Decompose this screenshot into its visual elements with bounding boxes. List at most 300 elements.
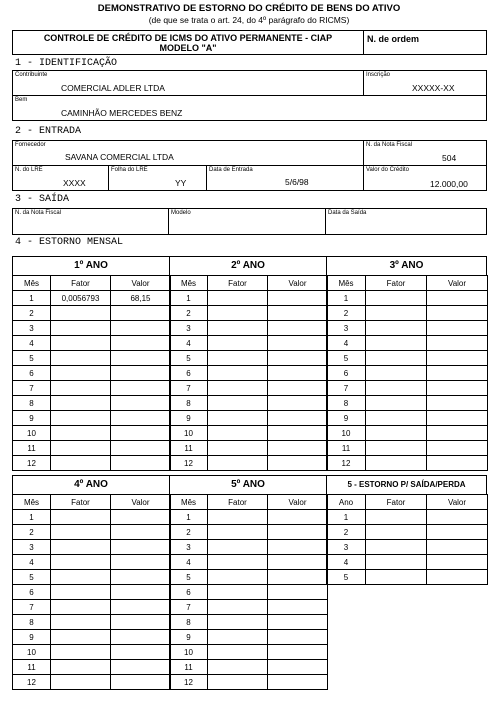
table-row bbox=[170, 510, 328, 525]
nota-fiscal-entrada-value: 504 bbox=[442, 153, 457, 163]
table-row bbox=[327, 540, 488, 555]
valor-cell[interactable] bbox=[268, 510, 328, 525]
fator-cell[interactable] bbox=[208, 540, 268, 555]
inscricao-value: XXXXX-XX bbox=[412, 83, 455, 93]
table-row bbox=[170, 411, 328, 426]
fator-cell[interactable] bbox=[51, 351, 111, 366]
fator-cell[interactable] bbox=[51, 540, 111, 555]
contribuinte-field[interactable] bbox=[12, 70, 364, 96]
month-cell: 12 bbox=[327, 456, 366, 471]
table-row bbox=[13, 600, 171, 615]
folha-lre-field[interactable] bbox=[108, 165, 207, 191]
month-cell: 5 bbox=[13, 570, 51, 585]
table-row bbox=[170, 381, 328, 396]
valor-column-header: Valor bbox=[268, 495, 328, 510]
month-cell: 9 bbox=[170, 411, 208, 426]
estorno-table-year-4 bbox=[12, 494, 171, 690]
fator-cell[interactable] bbox=[208, 645, 268, 660]
valor-cell[interactable] bbox=[268, 351, 328, 366]
valor-cell[interactable] bbox=[427, 321, 488, 336]
valor-cell[interactable] bbox=[111, 660, 171, 675]
nota-fiscal-saida-field[interactable] bbox=[12, 208, 169, 235]
valor-cell[interactable] bbox=[268, 441, 328, 456]
fator-cell[interactable] bbox=[366, 426, 427, 441]
fator-cell[interactable] bbox=[366, 381, 427, 396]
valor-cell[interactable] bbox=[111, 630, 171, 645]
contribuinte-value: COMERCIAL ADLER LTDA bbox=[61, 83, 165, 93]
inscricao-label: Inscrição bbox=[366, 72, 391, 78]
month-cell: 4 bbox=[170, 555, 208, 570]
fator-column-header: Fator bbox=[366, 495, 427, 510]
valor-cell[interactable] bbox=[111, 525, 171, 540]
valor-cell[interactable] bbox=[111, 570, 171, 585]
table-row bbox=[13, 630, 171, 645]
data-entrada-value: 5/6/98 bbox=[285, 177, 309, 187]
nota-fiscal-saida-label: N. da Nota Fiscal bbox=[15, 210, 62, 216]
valor-cell[interactable] bbox=[427, 456, 488, 471]
month-cell: 6 bbox=[13, 366, 51, 381]
fator-column-header: Fator bbox=[51, 495, 111, 510]
fator-cell[interactable] bbox=[208, 615, 268, 630]
fator-cell[interactable] bbox=[366, 291, 427, 306]
year-header-2: 2º ANO bbox=[169, 256, 327, 276]
valor-cell[interactable] bbox=[111, 336, 171, 351]
fator-cell[interactable] bbox=[51, 321, 111, 336]
nota-fiscal-entrada-field[interactable] bbox=[363, 140, 487, 166]
table-row bbox=[13, 525, 171, 540]
year-header-5: 5º ANO bbox=[169, 475, 327, 495]
valor-cell[interactable] bbox=[111, 600, 171, 615]
valor-cell[interactable] bbox=[427, 396, 488, 411]
valor-cell[interactable] bbox=[268, 366, 328, 381]
table-row bbox=[170, 456, 328, 471]
table-row bbox=[327, 411, 488, 426]
month-column-header: Mês bbox=[13, 276, 51, 291]
folha-lre-label: Folha do LRE bbox=[111, 167, 148, 173]
month-cell: 7 bbox=[327, 381, 366, 396]
table-row bbox=[13, 381, 171, 396]
table-row bbox=[170, 555, 328, 570]
month-cell: 1 bbox=[13, 510, 51, 525]
table-row bbox=[327, 381, 488, 396]
lre-value: XXXX bbox=[63, 178, 86, 188]
table-row bbox=[13, 540, 171, 555]
fator-cell[interactable] bbox=[51, 396, 111, 411]
table-row bbox=[327, 510, 488, 525]
year-header-4: 4º ANO bbox=[12, 475, 170, 495]
estorno-table-year-2 bbox=[169, 275, 328, 471]
month-cell: 4 bbox=[170, 336, 208, 351]
month-cell: 8 bbox=[170, 615, 208, 630]
table-row bbox=[170, 336, 328, 351]
month-cell: 9 bbox=[327, 411, 366, 426]
valor-column-header: Valor bbox=[111, 276, 171, 291]
table-row bbox=[13, 351, 171, 366]
month-cell: 7 bbox=[13, 600, 51, 615]
month-cell: 4 bbox=[13, 336, 51, 351]
table-row bbox=[327, 426, 488, 441]
valor-cell[interactable] bbox=[268, 675, 328, 690]
table-row bbox=[13, 291, 171, 306]
table-row bbox=[170, 291, 328, 306]
fator-cell[interactable] bbox=[51, 600, 111, 615]
fator-cell[interactable] bbox=[51, 645, 111, 660]
fator-cell[interactable] bbox=[366, 540, 427, 555]
table-row bbox=[327, 570, 488, 585]
table-row bbox=[327, 525, 488, 540]
fator-cell[interactable] bbox=[366, 351, 427, 366]
fator-cell[interactable] bbox=[208, 660, 268, 675]
month-cell: 2 bbox=[327, 306, 366, 321]
valor-cell[interactable] bbox=[111, 645, 171, 660]
bem-value: CAMINHÃO MERCEDES BENZ bbox=[61, 108, 183, 118]
fator-cell[interactable] bbox=[208, 630, 268, 645]
table-row bbox=[327, 441, 488, 456]
data-saida-label: Data da Saída bbox=[328, 210, 367, 216]
fator-cell[interactable] bbox=[51, 660, 111, 675]
valor-cell[interactable] bbox=[111, 411, 171, 426]
fator-cell[interactable] bbox=[51, 336, 111, 351]
valor-cell[interactable] bbox=[427, 540, 488, 555]
fator-cell[interactable] bbox=[208, 381, 268, 396]
fator-cell[interactable] bbox=[208, 600, 268, 615]
valor-cell[interactable] bbox=[268, 456, 328, 471]
fator-cell[interactable] bbox=[366, 306, 427, 321]
valor-cell[interactable] bbox=[427, 366, 488, 381]
month-cell: 12 bbox=[170, 675, 208, 690]
fator-cell[interactable] bbox=[208, 555, 268, 570]
fator-cell[interactable] bbox=[366, 555, 427, 570]
table-row bbox=[327, 336, 488, 351]
fator-cell[interactable] bbox=[51, 615, 111, 630]
valor-cell[interactable] bbox=[427, 411, 488, 426]
table-row bbox=[13, 396, 171, 411]
month-cell: 6 bbox=[13, 585, 51, 600]
valor-cell[interactable] bbox=[111, 351, 171, 366]
month-cell: 12 bbox=[13, 675, 51, 690]
fator-column-header: Fator bbox=[51, 276, 111, 291]
control-title-box bbox=[12, 30, 364, 55]
valor-cell[interactable] bbox=[427, 426, 488, 441]
valor-cell[interactable] bbox=[268, 630, 328, 645]
valor-column-header: Valor bbox=[427, 495, 488, 510]
month-cell: 10 bbox=[170, 426, 208, 441]
fator-cell[interactable] bbox=[366, 525, 427, 540]
valor-cell[interactable] bbox=[268, 585, 328, 600]
valor-cell[interactable] bbox=[268, 426, 328, 441]
valor-column-header: Valor bbox=[111, 495, 171, 510]
fator-cell[interactable] bbox=[208, 441, 268, 456]
lre-label: N. do LRE bbox=[15, 167, 43, 173]
month-cell: 2 bbox=[170, 525, 208, 540]
fator-cell[interactable] bbox=[208, 525, 268, 540]
valor-cell[interactable] bbox=[268, 321, 328, 336]
valor-cell[interactable] bbox=[111, 615, 171, 630]
table-row bbox=[170, 351, 328, 366]
table-row bbox=[170, 600, 328, 615]
month-column-header: Mês bbox=[13, 495, 51, 510]
fator-cell[interactable] bbox=[51, 381, 111, 396]
table-row bbox=[327, 366, 488, 381]
month-cell: 11 bbox=[170, 660, 208, 675]
table-row bbox=[13, 411, 171, 426]
fator-cell[interactable] bbox=[366, 321, 427, 336]
table-row bbox=[327, 555, 488, 570]
valor-cell[interactable] bbox=[268, 570, 328, 585]
valor-cell[interactable] bbox=[268, 306, 328, 321]
ano-cell: 3 bbox=[327, 540, 366, 555]
valor-cell[interactable] bbox=[111, 441, 171, 456]
order-number-label: N. de ordem bbox=[367, 34, 420, 44]
valor-cell[interactable] bbox=[427, 381, 488, 396]
fator-cell[interactable] bbox=[51, 366, 111, 381]
month-cell: 6 bbox=[170, 585, 208, 600]
fator-cell[interactable] bbox=[366, 336, 427, 351]
table-row bbox=[170, 426, 328, 441]
fator-cell[interactable] bbox=[208, 411, 268, 426]
nota-fiscal-entrada-label: N. da Nota Fiscal bbox=[366, 142, 413, 148]
section-entrada: 2 - ENTRADA bbox=[15, 126, 82, 137]
fator-cell[interactable] bbox=[208, 336, 268, 351]
inscricao-field[interactable] bbox=[363, 70, 487, 96]
valor-credito-value: 12.000,00 bbox=[430, 179, 468, 189]
fator-cell[interactable] bbox=[366, 366, 427, 381]
valor-cell[interactable] bbox=[268, 600, 328, 615]
month-cell: 7 bbox=[13, 381, 51, 396]
fator-cell[interactable] bbox=[51, 411, 111, 426]
valor-cell[interactable] bbox=[111, 675, 171, 690]
month-cell: 12 bbox=[170, 456, 208, 471]
valor-cell[interactable] bbox=[427, 510, 488, 525]
month-cell: 9 bbox=[13, 411, 51, 426]
ano-cell: 4 bbox=[327, 555, 366, 570]
month-cell: 5 bbox=[170, 570, 208, 585]
valor-cell[interactable] bbox=[268, 291, 328, 306]
lre-field[interactable] bbox=[12, 165, 109, 191]
month-column-header: Mês bbox=[170, 495, 208, 510]
valor-column-header: Valor bbox=[427, 276, 488, 291]
month-cell: 8 bbox=[170, 396, 208, 411]
table-row bbox=[13, 336, 171, 351]
month-cell: 12 bbox=[13, 456, 51, 471]
data-entrada-field[interactable] bbox=[206, 165, 364, 191]
valor-cell[interactable] bbox=[268, 540, 328, 555]
fator-cell[interactable] bbox=[208, 585, 268, 600]
modelo-saida-label: Modelo bbox=[171, 210, 191, 216]
table-row bbox=[170, 396, 328, 411]
valor-cell[interactable] bbox=[111, 426, 171, 441]
fator-column-header: Fator bbox=[208, 495, 268, 510]
month-cell: 4 bbox=[327, 336, 366, 351]
table-row bbox=[327, 291, 488, 306]
valor-cell[interactable] bbox=[268, 396, 328, 411]
valor-cell[interactable] bbox=[268, 336, 328, 351]
month-cell: 7 bbox=[170, 381, 208, 396]
valor-cell[interactable] bbox=[427, 555, 488, 570]
perda-table bbox=[326, 494, 488, 585]
section-estorno-mensal: 4 - ESTORNO MENSAL bbox=[15, 237, 124, 248]
fator-cell[interactable] bbox=[208, 351, 268, 366]
month-cell: 1 bbox=[13, 291, 51, 306]
valor-cell[interactable] bbox=[111, 510, 171, 525]
perda-title: 5 - ESTORNO P/ SAÍDA/PERDA bbox=[326, 475, 487, 495]
fator-cell[interactable] bbox=[366, 510, 427, 525]
fator-cell[interactable] bbox=[208, 321, 268, 336]
ano-column-header: Ano bbox=[327, 495, 366, 510]
valor-cell[interactable] bbox=[268, 411, 328, 426]
valor-cell[interactable] bbox=[111, 555, 171, 570]
table-row bbox=[13, 321, 171, 336]
table-row bbox=[170, 660, 328, 675]
fator-cell[interactable] bbox=[51, 426, 111, 441]
modelo-saida-field[interactable] bbox=[168, 208, 326, 235]
section-identificacao: 1 - IDENTIFICAÇÃO bbox=[15, 58, 118, 69]
table-row bbox=[13, 585, 171, 600]
fator-cell[interactable] bbox=[51, 570, 111, 585]
order-number-box[interactable] bbox=[363, 30, 487, 55]
valor-cell[interactable] bbox=[111, 381, 171, 396]
table-row bbox=[13, 510, 171, 525]
table-row bbox=[170, 675, 328, 690]
month-cell: 3 bbox=[327, 321, 366, 336]
fator-cell[interactable] bbox=[51, 675, 111, 690]
valor-column-header: Valor bbox=[268, 276, 328, 291]
valor-cell[interactable] bbox=[427, 306, 488, 321]
month-cell: 8 bbox=[13, 615, 51, 630]
data-entrada-label: Data de Entrada bbox=[209, 167, 253, 173]
table-row bbox=[13, 456, 171, 471]
year-header-1: 1º ANO bbox=[12, 256, 170, 276]
month-cell: 5 bbox=[327, 351, 366, 366]
fator-cell[interactable] bbox=[51, 555, 111, 570]
fornecedor-field[interactable] bbox=[12, 140, 364, 166]
fator-cell[interactable] bbox=[366, 441, 427, 456]
table-row bbox=[170, 366, 328, 381]
fator-cell[interactable] bbox=[51, 630, 111, 645]
month-cell: 10 bbox=[13, 426, 51, 441]
valor-cell[interactable] bbox=[111, 321, 171, 336]
table-row bbox=[170, 540, 328, 555]
fator-column-header: Fator bbox=[366, 276, 427, 291]
month-cell: 4 bbox=[13, 555, 51, 570]
fator-cell[interactable] bbox=[51, 585, 111, 600]
valor-cell[interactable] bbox=[268, 555, 328, 570]
fator-cell[interactable] bbox=[208, 456, 268, 471]
fator-cell[interactable] bbox=[366, 411, 427, 426]
month-cell: 5 bbox=[170, 351, 208, 366]
month-cell: 2 bbox=[170, 306, 208, 321]
table-row bbox=[170, 570, 328, 585]
month-cell: 3 bbox=[13, 321, 51, 336]
month-cell: 9 bbox=[13, 630, 51, 645]
month-cell: 11 bbox=[327, 441, 366, 456]
valor-cell[interactable] bbox=[111, 396, 171, 411]
ano-cell: 1 bbox=[327, 510, 366, 525]
valor-cell[interactable] bbox=[427, 351, 488, 366]
table-row bbox=[13, 306, 171, 321]
valor-cell[interactable] bbox=[427, 336, 488, 351]
fator-cell[interactable] bbox=[208, 366, 268, 381]
fator-cell[interactable] bbox=[366, 456, 427, 471]
bem-field[interactable] bbox=[12, 95, 487, 121]
month-cell: 6 bbox=[327, 366, 366, 381]
valor-credito-label: Valor do Crédito bbox=[366, 167, 409, 173]
fator-column-header: Fator bbox=[208, 276, 268, 291]
bem-label: Bem bbox=[15, 97, 28, 103]
month-cell: 8 bbox=[13, 396, 51, 411]
month-cell: 1 bbox=[170, 291, 208, 306]
fator-cell[interactable] bbox=[208, 675, 268, 690]
valor-cell[interactable] bbox=[111, 585, 171, 600]
ano-cell: 2 bbox=[327, 525, 366, 540]
fator-cell[interactable] bbox=[208, 396, 268, 411]
fator-cell[interactable]: 0,0056793 bbox=[51, 291, 111, 306]
table-row bbox=[13, 645, 171, 660]
month-cell: 3 bbox=[170, 321, 208, 336]
table-row bbox=[327, 321, 488, 336]
control-title: CONTROLE DE CRÉDITO DE ICMS DO ATIVO PERMANENTE - CIAP bbox=[43, 33, 333, 43]
table-row bbox=[13, 660, 171, 675]
table-row bbox=[170, 645, 328, 660]
valor-cell[interactable] bbox=[268, 645, 328, 660]
valor-cell[interactable] bbox=[268, 660, 328, 675]
fator-cell[interactable] bbox=[208, 426, 268, 441]
fator-cell[interactable] bbox=[51, 306, 111, 321]
valor-cell[interactable] bbox=[268, 615, 328, 630]
table-row bbox=[170, 630, 328, 645]
valor-credito-field[interactable] bbox=[363, 165, 487, 191]
document-title: DEMONSTRATIVO DE ESTORNO DO CRÉDITO DE BENS DO ATIVO bbox=[97, 3, 401, 14]
fator-cell[interactable] bbox=[51, 525, 111, 540]
table-row bbox=[327, 351, 488, 366]
valor-cell[interactable] bbox=[427, 525, 488, 540]
valor-cell[interactable] bbox=[111, 456, 171, 471]
ano-cell: 5 bbox=[327, 570, 366, 585]
fator-cell[interactable] bbox=[51, 510, 111, 525]
data-saida-field[interactable] bbox=[325, 208, 487, 235]
valor-cell[interactable] bbox=[427, 570, 488, 585]
table-row bbox=[13, 555, 171, 570]
valor-cell[interactable] bbox=[111, 306, 171, 321]
fator-cell[interactable] bbox=[208, 570, 268, 585]
fator-cell[interactable] bbox=[51, 456, 111, 471]
valor-cell[interactable] bbox=[268, 525, 328, 540]
fator-cell[interactable] bbox=[208, 306, 268, 321]
fator-cell[interactable] bbox=[366, 570, 427, 585]
valor-cell[interactable] bbox=[111, 540, 171, 555]
fator-cell[interactable] bbox=[208, 510, 268, 525]
valor-cell[interactable] bbox=[268, 381, 328, 396]
table-row bbox=[13, 615, 171, 630]
estorno-table-year-3 bbox=[326, 275, 488, 471]
year-header-3: 3º ANO bbox=[326, 256, 487, 276]
fator-cell[interactable] bbox=[51, 441, 111, 456]
valor-cell[interactable] bbox=[427, 441, 488, 456]
table-row bbox=[170, 585, 328, 600]
section-saida: 3 - SAÍDA bbox=[15, 194, 70, 205]
month-cell: 7 bbox=[170, 600, 208, 615]
fator-cell[interactable] bbox=[366, 396, 427, 411]
valor-cell[interactable]: 68,15 bbox=[111, 291, 171, 306]
valor-cell[interactable] bbox=[111, 366, 171, 381]
valor-cell[interactable] bbox=[427, 291, 488, 306]
fator-cell[interactable] bbox=[208, 291, 268, 306]
control-model: MODELO "A" bbox=[159, 43, 217, 53]
table-row bbox=[170, 306, 328, 321]
document-subtitle: (de que se trata o art. 24, do 4º parágrafo do RICMS) bbox=[148, 15, 350, 25]
month-cell: 10 bbox=[13, 645, 51, 660]
month-cell: 2 bbox=[13, 306, 51, 321]
